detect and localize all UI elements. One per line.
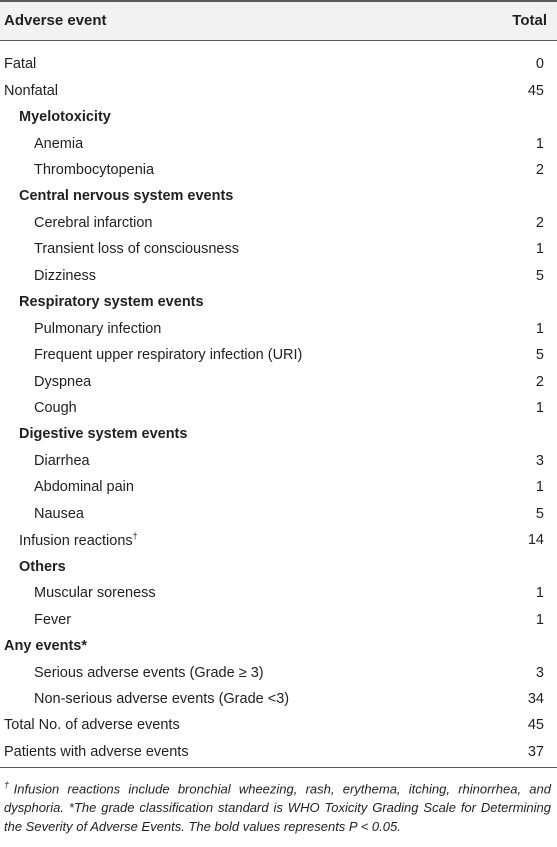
row-label-footnote-mark: † [132, 531, 138, 542]
row-value: 34 [527, 690, 544, 707]
table-row [0, 421, 557, 447]
row-value: 1 [535, 585, 544, 602]
row-value: 2 [535, 214, 544, 231]
row-label [34, 268, 96, 284]
row-label-text: Digestive system events [19, 426, 188, 443]
row-label-text: Central nervous system events [19, 188, 234, 205]
row-label [34, 215, 152, 231]
table-row [0, 289, 557, 315]
row-value: 1 [535, 241, 544, 258]
table-row [0, 263, 557, 289]
row-label-text: Fatal [4, 56, 37, 73]
row-label-text: Thrombocytopenia [34, 161, 155, 178]
row-value: 1 [535, 611, 544, 628]
row-label-text: Cough [34, 400, 77, 417]
row-label [34, 347, 302, 363]
row-label [19, 531, 138, 549]
row-label [19, 109, 111, 125]
row-label [19, 294, 204, 310]
row-label [34, 400, 77, 416]
footnote-dagger: † [4, 780, 14, 790]
footnote-text: Infusion reactions include bronchial wheezing, rash, erythema, itching, rhinorrhea, and dysphoria. *The grade classification standard is WHO Toxicity Grading Scale for Determining the Severity of Adverse Events. The bold values represents P < 0.05. [4, 781, 551, 835]
table-footnote [4, 776, 551, 836]
row-label-text: Non-serious adverse events (Grade <3) [34, 690, 290, 707]
row-value: 2 [535, 373, 544, 390]
row-label-text: Nausea [34, 505, 84, 522]
row-label-text: Serious adverse events (Grade ≥ 3) [34, 664, 264, 681]
table-header [0, 0, 557, 41]
row-label-text: Others [19, 558, 66, 575]
row-label [34, 321, 161, 337]
header-adverse-event: Adverse event [4, 12, 107, 29]
table-row [0, 104, 557, 130]
row-label [19, 188, 233, 204]
row-label [34, 665, 264, 681]
table-row [0, 77, 557, 103]
row-label-text: Pulmonary infection [34, 320, 162, 337]
row-value: 0 [535, 56, 544, 73]
row-label [34, 374, 91, 390]
table-row [0, 342, 557, 368]
row-label [19, 559, 66, 575]
row-label [34, 136, 83, 152]
row-value: 5 [535, 505, 544, 522]
table-row [0, 554, 557, 580]
table-row [0, 157, 557, 183]
row-label-text: Diarrhea [34, 452, 90, 469]
table-row [0, 633, 557, 659]
row-label-text: Dyspnea [34, 373, 92, 390]
row-label-text: Anemia [34, 135, 84, 152]
row-label-text: Frequent upper respiratory infection (URI) [34, 347, 303, 364]
row-value: 3 [535, 452, 544, 469]
table-row [0, 712, 557, 738]
table-row [0, 51, 557, 77]
row-label-text: Dizziness [34, 267, 97, 284]
row-value: 1 [535, 479, 544, 496]
row-value: 45 [527, 717, 544, 734]
row-label-text: Patients with adverse events [4, 743, 189, 760]
table-row [0, 659, 557, 685]
row-label [34, 162, 154, 178]
row-value: 2 [535, 161, 544, 178]
row-label [4, 83, 58, 99]
table-row [0, 130, 557, 156]
header-total: Total [512, 12, 547, 29]
row-label-text: Fever [34, 611, 72, 628]
row-label [34, 479, 134, 495]
table-row [0, 316, 557, 342]
table-row [0, 686, 557, 712]
row-label [34, 612, 71, 628]
table-row [0, 210, 557, 236]
row-label [4, 638, 87, 654]
row-label-text: Muscular soreness [34, 585, 156, 602]
row-label [34, 506, 84, 522]
row-value: 5 [535, 347, 544, 364]
row-label-text: Total No. of adverse events [4, 717, 180, 734]
row-label [34, 691, 289, 707]
row-label-text: Any events* [4, 638, 88, 655]
row-value: 1 [535, 400, 544, 417]
table-row [0, 580, 557, 606]
row-label [19, 426, 187, 442]
row-label-text: Cerebral infarction [34, 214, 153, 231]
table-row [0, 527, 557, 553]
row-value: 1 [535, 320, 544, 337]
row-value: 3 [535, 664, 544, 681]
row-value: 37 [527, 743, 544, 760]
row-label [4, 717, 180, 733]
table-row [0, 501, 557, 527]
row-label-text: Abdominal pain [34, 479, 134, 496]
row-label-text: Respiratory system events [19, 294, 204, 311]
row-value: 1 [535, 135, 544, 152]
row-label [34, 241, 239, 257]
row-label [34, 585, 156, 601]
row-label [4, 744, 189, 760]
row-label-text: Myelotoxicity [19, 109, 111, 126]
table-row [0, 739, 557, 765]
row-label [34, 453, 90, 469]
table-row [0, 448, 557, 474]
row-label-text: Infusion reactions [19, 533, 133, 550]
table-row [0, 395, 557, 421]
table-row [0, 183, 557, 209]
table-row [0, 474, 557, 500]
table-row [0, 368, 557, 394]
row-label [4, 56, 36, 72]
row-value: 5 [535, 267, 544, 284]
row-label-text: Nonfatal [4, 82, 59, 99]
row-value: 14 [527, 532, 544, 549]
table-bottom-rule [0, 767, 557, 768]
table-row [0, 606, 557, 632]
row-label-text: Transient loss of consciousness [34, 241, 239, 258]
table-row [0, 236, 557, 262]
row-value: 45 [527, 82, 544, 99]
